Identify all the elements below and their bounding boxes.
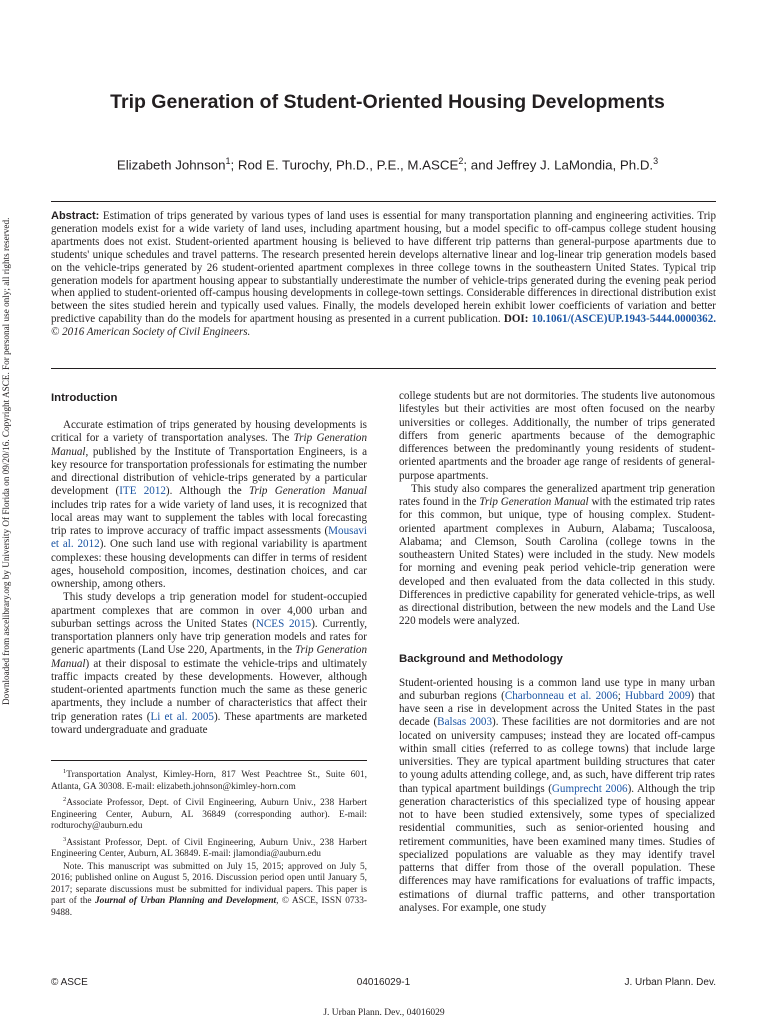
body-text: ). Although the trip generation characteristics of this specialized type of housing appear not to have been studied extensively, some types of specialized residential communities, such as senior-oriented housing and retirement communities, have been examined many times. Studies of specialized populations are valuable as they may identify travel patterns that differ from those of the overall population. These differences may have ramifications for evaluations of traffic impacts, estimations of diurnal traffic patterns, and other transportation analyses. For example, one study <box>399 782 716 914</box>
abstract-paragraph <box>51 210 716 339</box>
journal-name: Journal of Urban Planning and Development <box>94 896 277 907</box>
abstract-section <box>51 201 716 369</box>
intro-paragraph-3: college students but are not dormitories. The students live autonomous lifestyles but their activities are most often focused on the nearby universities or colleges. Additionally, the number of trips generated differs from generic apartments because of the demographic differences between the predominantly young residents of student-oriented apartments and the broader age range of residents of general-purpose apartments. <box>399 390 715 482</box>
body-text: ). One such land use with regional variability is apartment complexes: these housing developments can differ in terms of resident ages, household composition, incomes, destination choices, and car ownership, among others. <box>51 538 367 590</box>
body-text: ). Although the <box>165 485 249 498</box>
body-text: Student-oriented housing is a common land use type in many urban and suburban regions ( <box>399 676 715 702</box>
body-text: ; <box>617 689 626 702</box>
download-watermark-text: Downloaded from ascelibrary.org by University Of Florida on 09/20/16. Copyright ASCE. For personal use only; all rights reserved. <box>1 217 11 705</box>
body-text: , published by the Institute of Transportation Engineers, is a key resource for transportation professionals for estimating the number and directional distribution of vehicle-trips generated by a particular development ( <box>51 445 367 498</box>
manual-title: Trip Generation Manual <box>479 496 589 508</box>
left-column <box>51 390 367 737</box>
body-text: ). These apartments are marketed toward undergraduate and graduate <box>51 710 367 736</box>
abstract-label: Abstract: <box>51 210 100 222</box>
introduction-heading: Introduction <box>51 392 118 404</box>
footnote-2 <box>51 794 367 833</box>
author-3: ; and Jeffrey J. LaMondia, Ph.D. <box>463 157 654 173</box>
author-footnotes <box>51 760 367 920</box>
doi-link[interactable]: 10.1061/(ASCE)UP.1943-5444.0000362. <box>531 313 716 326</box>
background-paragraph-1 <box>399 677 715 916</box>
footer-article-number: 04016029-1 <box>356 977 411 988</box>
bottom-citation: J. Urban Plann. Dev., 04016029 <box>323 1008 445 1018</box>
footnote-mark: 1 <box>63 768 67 775</box>
intro-paragraph-2 <box>51 591 367 737</box>
citation-link[interactable]: Hubbard 2009 <box>625 689 691 702</box>
body-text: with the estimated trip rates for this common, but unique, type of housing complex. Student-oriented apartment complexes in Auburn, Alabama; Tuscaloosa, Alabama; and Clemson, South Carolina (college towns in the southeastern United States) were included in the study. New models for morning and evening peak period vehicle-trip generation were developed and then evaluated from the data collected in this study. Differences in predictive capability for generated vehicle-trips, as well as directional distribution, between the new models and the Land Use 220 models were analyzed. <box>399 496 715 628</box>
body-text: This study also compares the generalized apartment trip generation rates found in the <box>399 482 715 508</box>
body-text: ). These facilities are not dormitories and are not located on university campuses; instead they are located off-campus within small cities (referred to as college towns) that include large universities. They are typical apartment building structures that cater to young adults attending college, and, as such, have different trip rates than typical apartment buildings ( <box>399 716 715 795</box>
page-footer <box>51 976 716 990</box>
citation-link[interactable]: Li et al. 2005 <box>150 710 214 723</box>
footer-journal: J. Urban Plann. Dev. <box>624 977 716 988</box>
author-3-affiliation-mark: 3 <box>653 156 659 166</box>
author-2-affiliation-mark: 2 <box>458 156 464 166</box>
abstract-copyright: © 2016 American Society of Civil Engineers. <box>51 326 251 339</box>
download-watermark <box>0 217 14 705</box>
manual-title: Trip Generation Manual <box>248 485 367 498</box>
footnote-mark: 2 <box>63 796 67 804</box>
note-text: Note. This manuscript was submitted on July 15, 2015; approved on July 5, 2016; published online on August 5, 2016. Discussion period open until January 5, 2017; separate discussions must be submitted for individual papers. This paper is part of the <box>51 861 367 907</box>
footnote-3 <box>51 834 367 861</box>
submission-note <box>51 862 367 920</box>
citation-link[interactable]: NCES 2015 <box>255 617 312 630</box>
citation-link[interactable]: Mousavi et al. 2012 <box>51 525 367 551</box>
author-list <box>60 156 715 172</box>
issn-text: , © ASCE, ISSN 0733-9488. <box>51 896 367 918</box>
paper-title: Trip Generation of Student-Oriented Housing Developments <box>110 91 665 113</box>
citation-link[interactable]: Balsas 2003 <box>437 716 493 729</box>
footnote-text: Associate Professor, Dept. of Civil Engineering, Auburn Univ., 238 Harbert Engineering Center, Auburn, AL 36849 (corresponding author). E-mail: rodturochy@auburn.edu <box>51 798 367 832</box>
manual-title: Trip Generation Manual <box>51 644 367 670</box>
abstract-body: Estimation of trips generated by various types of land uses is essential for many transportation planning and engineering activities. Trip generation models exist for a wide variety of land uses, including apartment housing, but a model specific to off-campus college student housing apartments does not exist. Student-oriented apartment housing is believed to have different trip patterns than general-purpose apartments due to students' unique schedules and travel patterns. The research presented herein develops alternative linear and log-linear trip generation models based on the vehicle-trips generated by 26 student-oriented apartment complexes in three college towns in the southeastern United States. Typical trip generation models for apartment housing appear to substantially underestimate the number of vehicle-trips generated during the evening peak period when applied to student-oriented off-campus housing developments in college-town settings. Considerable differences in directional distribution exist between the sites studied herein and typically used values. Finally, the models developed herein exhibit lower coefficients of variation and better predictive capability than do the models for apartment housing as presented in a current publication. <box>51 210 716 326</box>
author-1-affiliation-mark: 1 <box>225 156 231 166</box>
body-text: Accurate estimation of trips generated by housing developments is critical for a variety of transportation analyses. The <box>51 419 367 445</box>
right-column <box>399 390 715 915</box>
body-text: includes trip rates for a wide variety of land uses, it is recognized that local areas may want to supplement the tables with local forecasting trip rates to improve accuracy of traffic impact assessments ( <box>51 498 367 537</box>
body-text: ) at their disposal to estimate the vehicle-trips and ultimately traffic impacts created by these developments. However, although student-oriented apartments function much the same as these generic apartments, they include a number of characteristics that affect their trip generation rates ( <box>51 657 367 723</box>
intro-paragraph-1 <box>51 419 367 591</box>
footnote-text: Transportation Analyst, Kimley-Horn, 817 West Peachtree St., Suite 601, Atlanta, GA 30308. E-mail: elizabeth.johnson@kimley-horn.com <box>51 770 367 792</box>
citation-link[interactable]: ITE 2012 <box>119 485 166 498</box>
body-text: This study develops a trip generation model for student-occupied apartment complexes that are common in over 4,000 urban and suburban settings across the United States ( <box>51 591 367 630</box>
citation-link[interactable]: Gumprecht 2006 <box>551 782 628 795</box>
manual-title: Trip Generation Manual <box>51 432 368 458</box>
doi-label: DOI: <box>503 313 529 326</box>
body-text: ). Currently, transportation planners only have trip generation models and rates for generic apartments (Land Use 220, Apartments, in the <box>51 617 368 657</box>
citation-link[interactable]: Charbonneau et al. 2006 <box>504 689 618 702</box>
footnote-text: Assistant Professor, Dept. of Civil Engineering, Auburn Univ., 238 Harbert Engineering Center, Auburn, AL 36849. E-mail: jlamondia@auburn.edu <box>51 837 367 860</box>
footnote-mark: 3 <box>63 835 67 843</box>
footnote-1 <box>51 766 367 793</box>
intro-paragraph-4 <box>399 483 715 629</box>
background-heading: Background and Methodology <box>399 652 563 665</box>
author-1: Elizabeth Johnson <box>116 157 226 173</box>
author-2: ; Rod E. Turochy, Ph.D., P.E., M.ASCE <box>230 157 459 173</box>
footer-copyright: © ASCE <box>51 977 88 988</box>
body-text: ) that have seen a rise in development across the United States in the past decade ( <box>399 689 716 729</box>
